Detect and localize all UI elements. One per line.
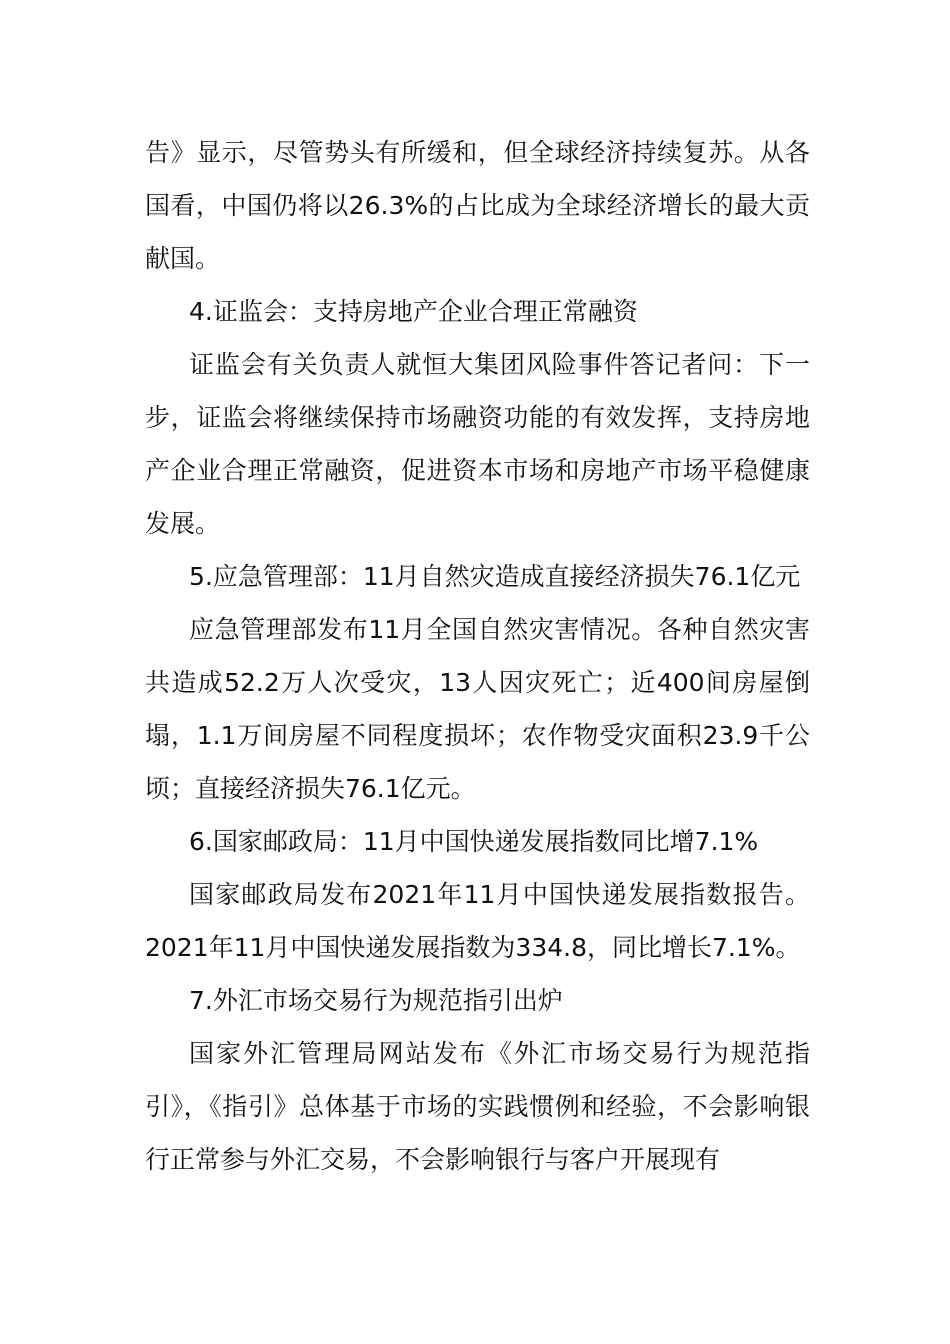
paragraph-continued: 告》显示，尽管势头有所缓和，但全球经济持续复苏。从各国看，中国仍将以26.3%的占比成为全球经济增长的最大贡献国。 [145, 138, 810, 273]
section-heading-7: 7.外汇市场交易行为规范指引出炉 [189, 986, 563, 1015]
paragraph-forex: 国家外汇管理局网站发布《外汇市场交易行为规范指引》，《指引》总体基于市场的实践惯例和经验，不会影响银行正常参与外汇交易，不会影响银行与客户开展现有 [145, 1039, 810, 1174]
section-heading-4: 4.证监会：支持房地产企业合理正常融资 [189, 297, 638, 326]
document-body [145, 126, 810, 1186]
section-heading-6: 6.国家邮政局：11月中国快递发展指数同比增7.1% [189, 827, 759, 856]
paragraph-postal: 国家邮政局发布2021年11月中国快递发展指数报告。2021年11月中国快递发展指数为334.8，同比增长7.1%。 [145, 880, 810, 962]
section-heading-5: 5.应急管理部：11月自然灾造成直接经济损失76.1亿元 [189, 562, 801, 591]
paragraph-emergency: 应急管理部发布11月全国自然灾害情况。各种自然灾害共造成52.2万人次受灾，13人因灾死亡；近400间房屋倒塌，1.1万间房屋不同程度损坏；农作物受灾面积23.9千公顷；直接经济损失76.1亿元。 [145, 615, 810, 803]
paragraph-csrc: 证监会有关负责人就恒大集团风险事件答记者问：下一步，证监会将继续保持市场融资功能的有效发挥，支持房地产企业合理正常融资，促进资本市场和房地产市场平稳健康发展。 [145, 350, 810, 538]
